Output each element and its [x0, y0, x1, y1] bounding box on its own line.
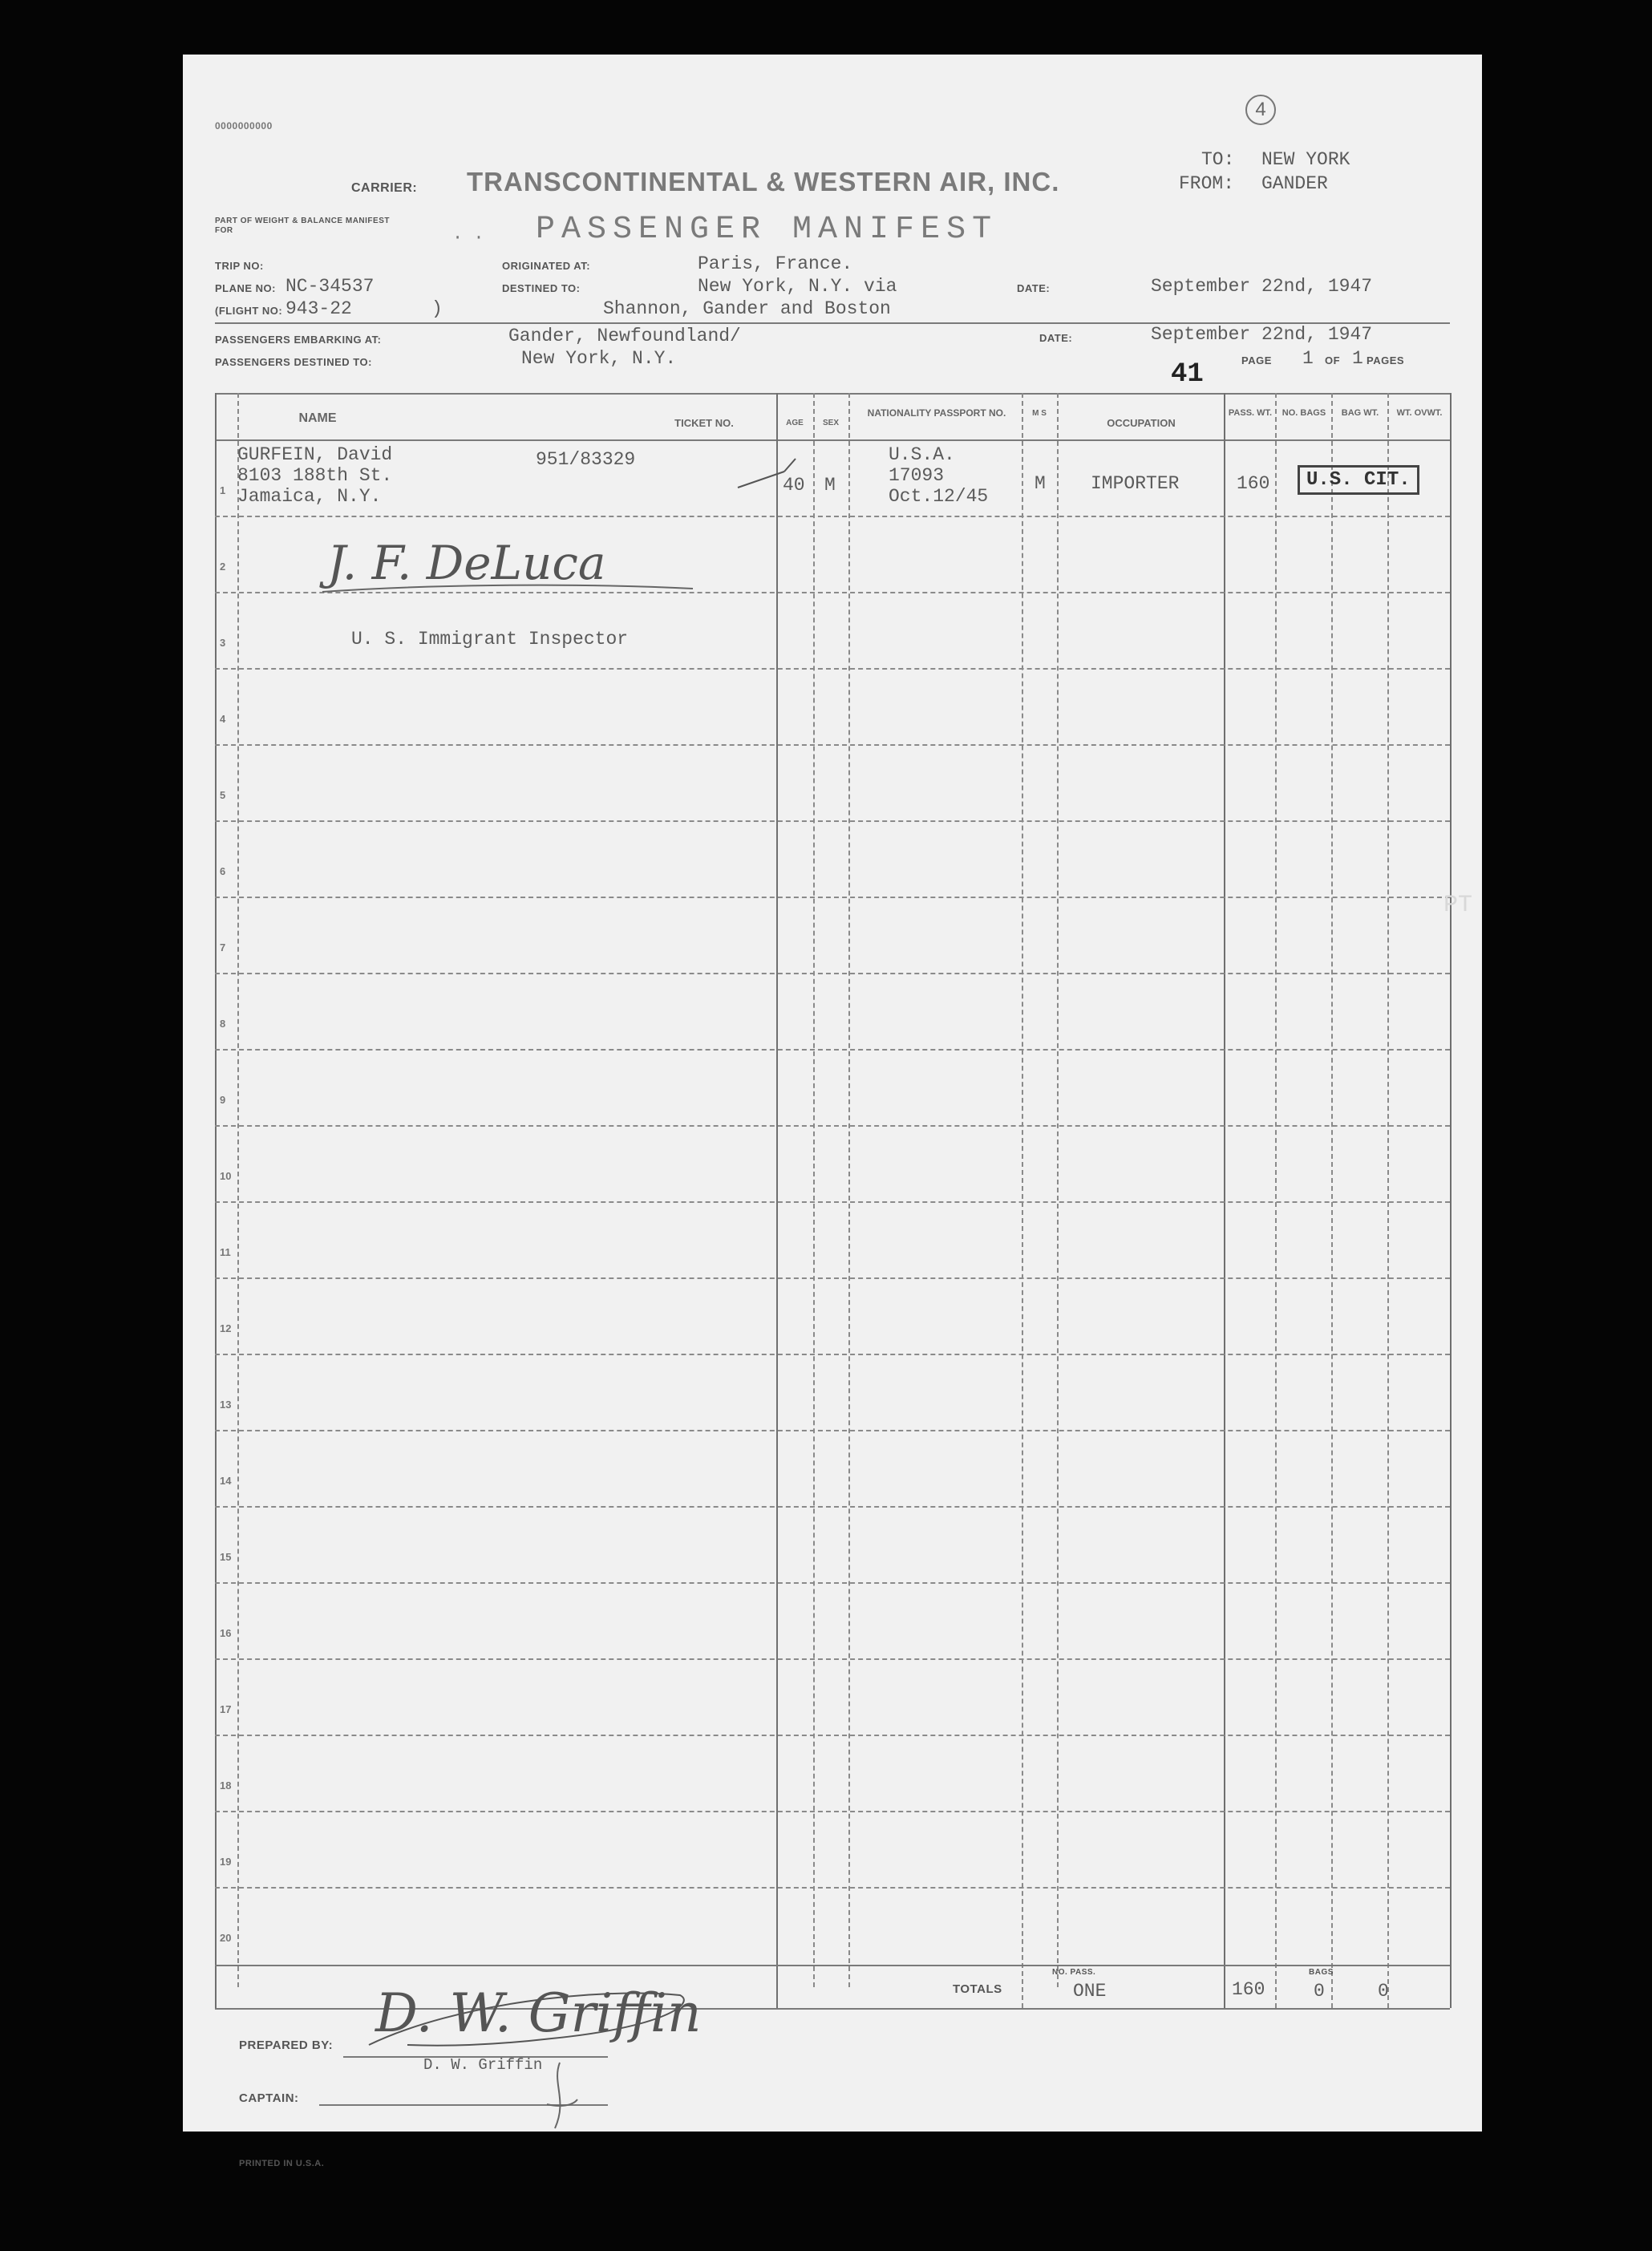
passenger-address-1: 8103 188th St. — [237, 465, 393, 486]
col-divider-passwt — [1275, 393, 1277, 2008]
no-pass-label: NO. PASS. — [1052, 1968, 1096, 1977]
row-rule — [215, 1277, 1450, 1279]
row-rule — [215, 1506, 1450, 1508]
originated-value: Paris, France. — [698, 253, 853, 274]
row-number: 16 — [220, 1627, 232, 1639]
flight-value: 943-22 — [285, 298, 352, 319]
passenger-sex: M — [824, 475, 836, 496]
passenger-ticket: 951/83329 — [536, 449, 636, 470]
totals-weight-value: 160 — [1232, 1979, 1265, 2000]
col-divider-bags — [1331, 393, 1333, 2008]
row-rule — [215, 1811, 1450, 1812]
row-number: 12 — [220, 1322, 232, 1334]
col-header-bag-wt: BAG WT. — [1341, 408, 1379, 418]
title-dots: · · — [452, 228, 484, 248]
col-divider-ms — [1057, 393, 1059, 1987]
row-rule — [215, 1582, 1450, 1584]
table-header-rule — [215, 439, 1450, 441]
row-rule — [215, 973, 1450, 974]
row-rule — [215, 1049, 1450, 1051]
row-number: 6 — [220, 865, 226, 877]
col-divider-occupation — [1224, 393, 1225, 2008]
col-header-wt-ovwt: WT. OVWT. — [1396, 408, 1443, 418]
row-rule — [215, 820, 1450, 822]
row-number: 8 — [220, 1018, 226, 1030]
totals-label: TOTALS — [953, 1982, 1002, 1996]
prepared-label: PREPARED BY: — [239, 2038, 334, 2052]
row-number: 11 — [220, 1246, 231, 1258]
page-value: 1 — [1302, 348, 1314, 369]
manifest-sheet — [183, 55, 1482, 2168]
originated-label: ORIGINATED AT: — [502, 260, 591, 272]
pages-value: 1 — [1352, 348, 1363, 369]
carrier-label: CARRIER: — [351, 181, 418, 195]
row-number: 2 — [220, 561, 226, 573]
passenger-address-2: Jamaica, N.Y. — [237, 486, 382, 507]
pass-destined-label: PASSENGERS DESTINED TO: — [215, 356, 372, 368]
col-divider-bagwt — [1387, 393, 1389, 2008]
row-rule — [215, 1430, 1450, 1431]
row-number: 4 — [220, 713, 226, 725]
page-mark: 4 — [1245, 95, 1276, 125]
passenger-nationality: U.S.A. — [889, 444, 955, 465]
bag-wt-total-value: 0 — [1378, 1981, 1389, 2002]
part-of-label: PART OF WEIGHT & BALANCE MANIFEST FOR — [215, 217, 390, 235]
to-label: TO: — [1201, 149, 1235, 170]
row-rule — [215, 1125, 1450, 1127]
col-header-no-bags: NO. BAGS — [1282, 408, 1326, 418]
bags-label: BAGS — [1309, 1968, 1334, 1977]
flight-close: ) — [431, 298, 443, 319]
row-number: 14 — [220, 1475, 232, 1487]
row-number: 10 — [220, 1170, 232, 1182]
plane-value: NC-34537 — [285, 276, 375, 297]
row-rule — [215, 1201, 1450, 1203]
inspector-title: U. S. Immigrant Inspector — [351, 629, 629, 650]
date1-label: DATE: — [1017, 282, 1051, 294]
printed-notice: PRINTED IN U.S.A. — [239, 2159, 325, 2168]
carrier-name: TRANSCONTINENTAL & WESTERN AIR, INC. — [467, 167, 1060, 196]
col-divider-ticket — [776, 393, 778, 2008]
passenger-name: GURFEIN, David — [237, 444, 393, 465]
trip-label: TRIP NO: — [215, 260, 264, 272]
embarking-label: PASSENGERS EMBARKING AT: — [215, 334, 382, 346]
plane-label: PLANE NO: — [215, 282, 276, 294]
row-number: 7 — [220, 941, 226, 953]
row-number: 18 — [220, 1779, 232, 1791]
col-header-sex: SEX — [822, 419, 839, 427]
to-value: NEW YORK — [1261, 149, 1350, 170]
date1-value: September 22nd, 1947 — [1151, 276, 1373, 297]
pass-destined-value: New York, N.Y. — [521, 348, 677, 369]
row-number: 19 — [220, 1856, 232, 1868]
passenger-age: 40 — [783, 475, 805, 496]
citizenship-stamp: U.S. CIT. — [1298, 465, 1419, 495]
inspector-signature: J. F. DeLuca — [327, 536, 606, 590]
row-rule — [215, 1658, 1450, 1660]
embarking-value: Gander, Newfoundland/ — [508, 326, 741, 346]
row-number: 9 — [220, 1094, 226, 1106]
destined-value-1: New York, N.Y. via — [698, 276, 897, 297]
destined-label: DESTINED TO: — [502, 282, 581, 294]
prepared-signature: D. W. Griffin — [375, 1982, 702, 2044]
row-number: 5 — [220, 789, 226, 801]
row-number: 1 — [220, 484, 226, 496]
from-value: GANDER — [1261, 173, 1328, 194]
row-rule — [215, 516, 1450, 517]
top-code: 0000000000 — [215, 120, 273, 132]
row-rule — [215, 1354, 1450, 1355]
col-header-pass-wt: PASS. WT. — [1228, 408, 1273, 418]
manifest-title: PASSENGER MANIFEST — [536, 212, 998, 248]
col-divider-age — [813, 393, 815, 1987]
passenger-issued: Oct.12/45 — [889, 486, 989, 507]
prepared-typed-name: D. W. Griffin — [423, 2056, 543, 2074]
passenger-ms: M — [1035, 473, 1046, 494]
row-rule — [215, 897, 1450, 898]
of-label: OF — [1325, 354, 1341, 366]
captain-label: CAPTAIN: — [239, 2091, 299, 2105]
rownum-divider — [237, 393, 239, 1987]
table-top-rule — [215, 393, 1450, 395]
col-header-name: NAME — [298, 411, 337, 425]
captain-signature-scrawl — [536, 2059, 584, 2132]
row-number: 15 — [220, 1551, 232, 1563]
row-number: 20 — [220, 1932, 232, 1944]
col-header-nationality: NATIONALITY PASSPORT NO. — [867, 407, 1006, 419]
col-divider-nationality — [1022, 393, 1023, 2008]
col-header-occupation: OCCUPATION — [1107, 417, 1176, 429]
manifest-number: 41 — [1171, 359, 1204, 390]
col-header-ticket: TICKET NO. — [674, 417, 734, 429]
row-rule — [215, 1735, 1450, 1736]
col-divider-sex — [848, 393, 850, 1987]
no-pass-value: ONE — [1073, 1981, 1107, 2002]
destined-value-2: Shannon, Gander and Boston — [603, 298, 891, 319]
row-rule — [215, 668, 1450, 670]
row-number: 3 — [220, 637, 226, 649]
row-number: 13 — [220, 1399, 232, 1411]
inspector-signature-underline — [319, 576, 696, 600]
passenger-passport: 17093 — [889, 465, 945, 486]
page-label: PAGE — [1241, 354, 1272, 366]
table-left-edge — [215, 393, 217, 2008]
col-header-ms: M S — [1032, 409, 1047, 418]
row-number: 17 — [220, 1703, 232, 1715]
margin-mark: PT — [1443, 892, 1473, 919]
date2-value: September 22nd, 1947 — [1151, 324, 1373, 345]
passenger-weight: 160 — [1237, 473, 1270, 494]
bags-value: 0 — [1314, 1981, 1325, 2002]
passenger-occupation: IMPORTER — [1091, 473, 1180, 494]
prepared-signature-flourish — [359, 1971, 696, 2059]
totals-top-rule — [215, 1965, 1450, 1966]
row-rule — [215, 744, 1450, 746]
from-label: FROM: — [1179, 173, 1235, 194]
table-right-edge — [1450, 393, 1452, 2008]
pages-label: PAGES — [1367, 354, 1405, 366]
date2-label: DATE: — [1039, 332, 1073, 344]
col-header-age: AGE — [786, 419, 804, 427]
flight-label: (FLIGHT NO: — [215, 305, 283, 317]
row-rule — [215, 1887, 1450, 1889]
